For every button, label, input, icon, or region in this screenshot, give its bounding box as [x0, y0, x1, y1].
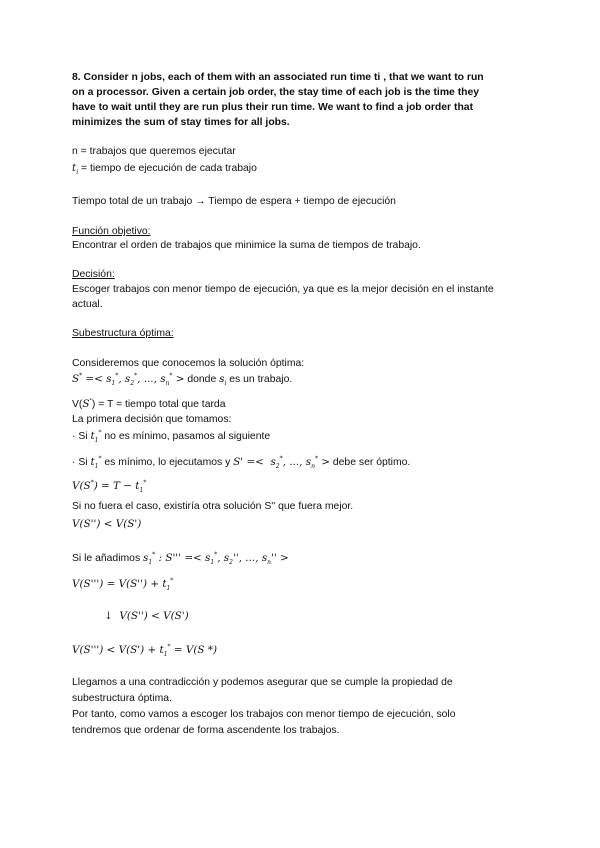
si-minimo-prefix: · Si [72, 457, 88, 468]
por-tanto-line-2: tendremos que ordenar de forma ascendente los trabajos. [72, 725, 340, 736]
v-total-line [72, 398, 226, 411]
formula-s-triple: $s_1^*$ : $S''' =< s_1^*$, $s_2''$, ..., $s_n''$ > [143, 551, 289, 567]
primera-decision-line: La primera decisión que tomamos: [72, 414, 232, 425]
si-no-minimo-text: no es mínimo, pasamos al siguiente [104, 431, 271, 442]
total-time-line: Tiempo total de un trabajo → Tiempo de espera + tiempo de ejecución [72, 196, 396, 207]
formula-v-triple-eq: $V(S''') = V(S'') + t_1^*$ [72, 577, 174, 593]
t-definition [72, 162, 257, 175]
si-no-minimo-prefix: · Si [72, 431, 88, 442]
formula-s-star: $S^* =< s_1^*$, $s_2^*$, ..., $s_n^*$ > [72, 372, 185, 388]
si-minimo-optimo: debe ser óptimo. [332, 457, 411, 468]
formula-v-s: V(S*) [72, 398, 96, 410]
substructure-title: Subestructura óptima: [72, 328, 174, 339]
problem-line-3: have to wait until they are run plus their run time. We want to find a job order that [72, 102, 474, 113]
consider-line: Consideremos que conocemos la solución óptima: [72, 358, 305, 369]
n-definition: n = trabajos que queremos ejecutar [72, 146, 236, 157]
formula-t1-star: $t_1^*$ [90, 429, 102, 445]
donde-text: donde [187, 374, 217, 385]
t-definition-text: = tiempo de ejecución de cada trabajo [81, 163, 257, 174]
es-trabajo-text: es un trabajo. [229, 374, 293, 385]
optimal-solution-formula [72, 373, 292, 386]
v-total-text: = T = tiempo total que tarda [98, 399, 226, 410]
t-symbol: $t_i$ [72, 162, 79, 177]
objective-title: Función objetivo: [72, 226, 151, 237]
decision-line-1: Escoger trabajos con menor tiempo de ejecución, ya que es la mejor decisión en el instante [72, 284, 494, 295]
formula-v-s-minus-t: $V(S^*) = T - t_1^*$ [72, 479, 147, 495]
contradiccion-line-1: Llegamos a una contradicción y podemos asegurar que se cumple la propiedad de [72, 677, 453, 688]
formula-implies-line: ↓ V(S'') < V(S') [104, 610, 189, 622]
problem-line-2: on a processor. Given a certain job order, the stay time of each job is the time they [72, 87, 480, 98]
por-tanto-line-1: Por tanto, como vamos a escoger los trabajos con menor tiempo de ejecución, solo [72, 709, 456, 720]
decision-title: Decisión: [72, 269, 115, 280]
formula-t1-star-2: $t_1^*$ [90, 455, 102, 471]
si-no-minimo-line [72, 430, 270, 443]
si-minimo-line [72, 456, 410, 469]
formula-v-triple-lt: $V(S''') < V(S') + t_1^* = V(S$ *) [72, 643, 218, 659]
si-minimo-text: es mínimo, lo ejecutamos y [104, 457, 231, 468]
problem-line-1: 8. Consider n jobs, each of them with an associated run time ti , that we want to run [72, 72, 484, 83]
formula-si: $s_i$ [219, 373, 227, 388]
formula-s-prime: $S' =< s_2^*$, ..., $s_n^*$ > [233, 455, 330, 471]
problem-line-4: minimizes the sum of stay times for all jobs. [72, 117, 290, 128]
objective-text: Encontrar el orden de trabajos que minimice la suma de tiempos de trabajo. [72, 240, 421, 251]
formula-v-s-double-lt: V(S'') < V(S') [72, 518, 142, 530]
si-anadimos-line [72, 552, 289, 565]
si-anadimos-text: Si le añadimos [72, 553, 141, 564]
si-no-caso-line: Si no fuera el caso, existiría otra solución S'' que fuera mejor. [72, 501, 354, 512]
contradiccion-line-2: subestructura óptima. [72, 693, 172, 704]
decision-line-2: actual. [72, 299, 103, 310]
